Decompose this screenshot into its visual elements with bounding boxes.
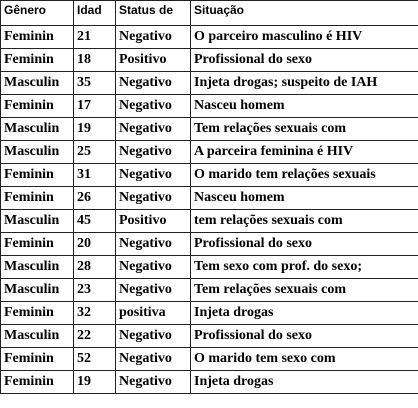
- cell-status: Negativo: [116, 164, 191, 187]
- table-row: [1, 95, 418, 118]
- table-row: [1, 302, 418, 325]
- cell-genero: Feminin: [1, 49, 74, 72]
- cell-genero: Feminin: [1, 371, 74, 394]
- table-row: [1, 348, 418, 371]
- cell-situacao: Nasceu homem: [191, 95, 418, 118]
- column-header-idade: Idad: [74, 1, 116, 26]
- cell-situacao: O marido tem relações sexuais: [191, 164, 418, 187]
- cell-genero: Masculin: [1, 118, 74, 141]
- cell-idade: 19: [74, 118, 116, 141]
- cell-status: Negativo: [116, 279, 191, 302]
- cell-situacao: tem relações sexuais com: [191, 210, 418, 233]
- table-body: [1, 26, 418, 394]
- cell-status: Negativo: [116, 256, 191, 279]
- table-row: [1, 164, 418, 187]
- cell-status: Negativo: [116, 348, 191, 371]
- cell-idade: 52: [74, 348, 116, 371]
- cell-genero: Masculin: [1, 72, 74, 95]
- cell-idade: 26: [74, 187, 116, 210]
- cell-genero: Feminin: [1, 187, 74, 210]
- table-row: [1, 325, 418, 348]
- table-row: [1, 256, 418, 279]
- cell-genero: Feminin: [1, 26, 74, 49]
- cell-genero: Feminin: [1, 164, 74, 187]
- table-row: [1, 187, 418, 210]
- cell-situacao: Injeta drogas: [191, 302, 418, 325]
- cell-situacao: A parceira feminina é HIV: [191, 141, 418, 164]
- cell-status: Negativo: [116, 26, 191, 49]
- column-header-genero: Gênero: [1, 1, 74, 26]
- cell-status: Negativo: [116, 187, 191, 210]
- table-row: [1, 233, 418, 256]
- cell-genero: Masculin: [1, 279, 74, 302]
- table-row: [1, 49, 418, 72]
- cell-status: Negativo: [116, 233, 191, 256]
- cell-idade: 21: [74, 26, 116, 49]
- cell-genero: Feminin: [1, 348, 74, 371]
- column-header-status: Status de: [116, 1, 191, 26]
- cell-situacao: O parceiro masculino é HIV: [191, 26, 418, 49]
- cell-situacao: Injeta drogas; suspeito de IAH: [191, 72, 418, 95]
- cell-genero: Feminin: [1, 302, 74, 325]
- cell-idade: 22: [74, 325, 116, 348]
- cell-status: Negativo: [116, 95, 191, 118]
- table-row: [1, 72, 418, 95]
- cell-idade: 19: [74, 371, 116, 394]
- cell-status: Negativo: [116, 371, 191, 394]
- table-row: [1, 118, 418, 141]
- cell-status: Negativo: [116, 325, 191, 348]
- table-row: [1, 26, 418, 49]
- cell-idade: 17: [74, 95, 116, 118]
- cell-idade: 31: [74, 164, 116, 187]
- cell-idade: 32: [74, 302, 116, 325]
- cell-situacao: Profissional do sexo: [191, 49, 418, 72]
- cell-status: Negativo: [116, 118, 191, 141]
- column-header-situacao: Situação: [191, 1, 418, 26]
- cell-status: Positivo: [116, 210, 191, 233]
- cell-idade: 25: [74, 141, 116, 164]
- cell-idade: 23: [74, 279, 116, 302]
- cell-situacao: Profissional do sexo: [191, 233, 418, 256]
- cell-idade: 20: [74, 233, 116, 256]
- table-row: [1, 279, 418, 302]
- cell-status: Negativo: [116, 72, 191, 95]
- table-row: [1, 371, 418, 394]
- cell-idade: 18: [74, 49, 116, 72]
- cell-genero: Masculin: [1, 141, 74, 164]
- cell-idade: 45: [74, 210, 116, 233]
- cell-genero: Masculin: [1, 256, 74, 279]
- cell-situacao: Tem sexo com prof. do sexo;: [191, 256, 418, 279]
- cell-situacao: Nasceu homem: [191, 187, 418, 210]
- cell-situacao: Injeta drogas: [191, 371, 418, 394]
- cell-idade: 28: [74, 256, 116, 279]
- cell-status: Positivo: [116, 49, 191, 72]
- table-row: [1, 210, 418, 233]
- cell-genero: Masculin: [1, 325, 74, 348]
- cell-situacao: Profissional do sexo: [191, 325, 418, 348]
- cell-genero: Masculin: [1, 210, 74, 233]
- header-row: [1, 1, 418, 26]
- cell-status: Negativo: [116, 141, 191, 164]
- cell-genero: Feminin: [1, 233, 74, 256]
- cell-status: positiva: [116, 302, 191, 325]
- cell-genero: Feminin: [1, 95, 74, 118]
- cell-situacao: Tem relações sexuais com: [191, 279, 418, 302]
- table-row: [1, 141, 418, 164]
- cell-situacao: O marido tem sexo com: [191, 348, 418, 371]
- cell-situacao: Tem relações sexuais com: [191, 118, 418, 141]
- cell-idade: 35: [74, 72, 116, 95]
